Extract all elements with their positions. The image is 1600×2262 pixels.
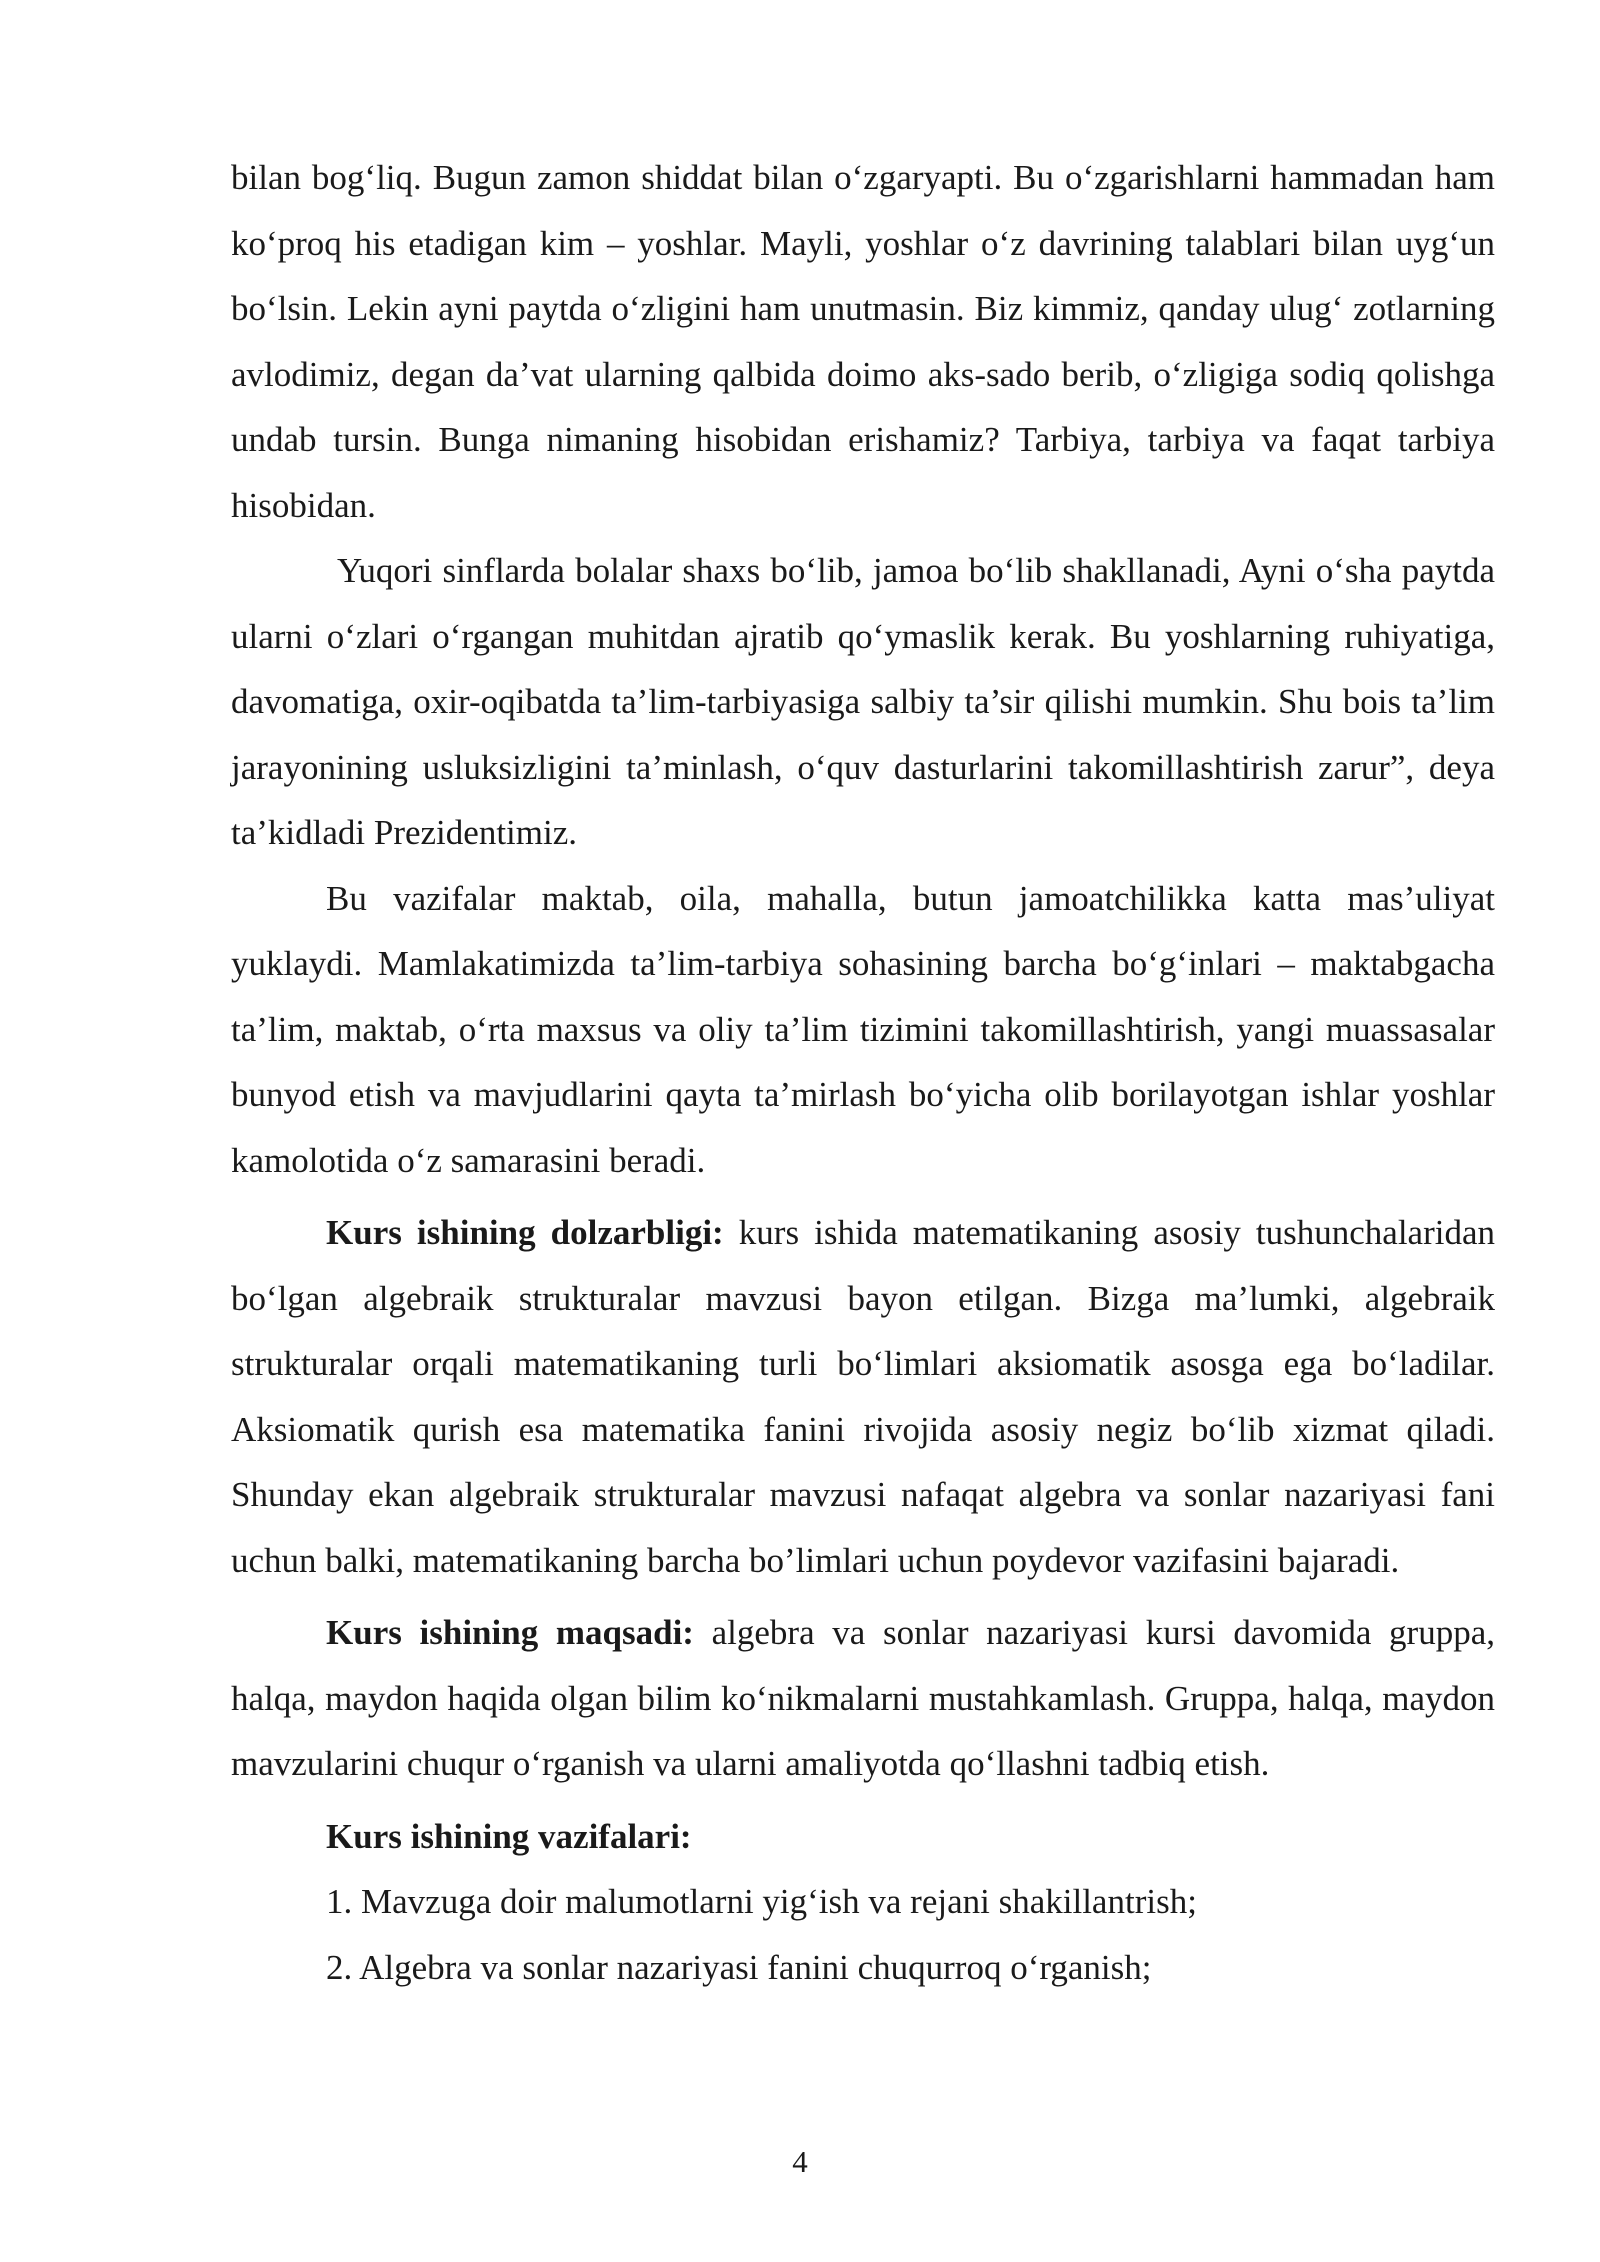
task-item: 1. Mavzuga doir malumotlarni yig‘ish va rejani shakillantrish;	[326, 1882, 1197, 1921]
paragraph-intro: bilan bog‘liq. Bugun zamon shiddat bilan o‘zgaryapti. Bu o‘zgarishlarni hammadan ham ko‘proq his etadigan kim – yoshlar. Mayli, yoshlar o‘z davrining talablari bilan uyg‘un bo‘lsin. Lekin ayni paytda o‘zligini ham unutmasin. Biz kimmiz, qanday ulug‘ zotlarning avlodimiz, degan da’vat ularning qalbida doimo aks-sado berib, o‘zligiga sodiq qolishga undab tursin. Bunga nimaning hisobidan erishamiz? Tarbiya, tarbiya va faqat tarbiya hisobidan.	[231, 158, 1495, 525]
paragraph-responsibility: Bu vazifalar maktab, oila, mahalla, butun jamoatchilikka katta mas’uliyat yuklaydi. Mamlakatimizda ta’lim-tarbiya sohasining barcha bo‘g‘inlari – maktabgacha ta’lim, maktab, o‘rta maxsus va oliy ta’lim tizimini takomillashtirish, yangi muassasalar bunyod etish va mavjudlarini qayta ta’mirlash bo‘yicha olib borilayotgan ishlar yoshlar kamolotida o‘z samarasini beradi.	[231, 878, 1495, 1180]
relevance-text: kurs ishida matematikaning asosiy tushunchalaridan bo‘lgan algebraik strukturalar mavzusi bayon etilgan. Bizga ma’lumki, algebraik strukturalar orqali matematikaning turli bo‘limlari aksiomatik asosga ega bo‘ladilar. Aksiomatik qurish esa matematika fanini rivojida asosiy negiz bo‘lib xizmat qiladi. Shunday ekan algebraik strukturalar mavzusi nafaqat algebra va sonlar nazariyasi fani uchun balki, matematikaning barcha bo’limlari uchun poydevor vazifasini bajaradi.	[231, 1213, 1495, 1580]
document-page	[231, 145, 1495, 2000]
paragraph-upper-grades: Yuqori sinflarda bolalar shaxs bo‘lib, jamoa bo‘lib shakllanadi, Ayni o‘sha paytda ularni o‘zlari o‘rgangan muhitdan ajratib qo‘ymaslik kerak. Bu yoshlarning ruhiyatiga, davomatiga, oxir-oqibatda ta’lim-tarbiyasiga salbiy ta’sir qilishi mumkin. Shu bois ta’lim jarayonining usluksizligini ta’minlash, o‘quv dasturlarini takomillashtirish zarur”, deya ta’kidladi Prezidentimiz.	[231, 551, 1495, 852]
page-number: 4	[792, 2144, 808, 2179]
tasks-heading: Kurs ishining vazifalari:	[326, 1816, 692, 1856]
task-item: 2. Algebra va sonlar nazariyasi fanini chuqurroq o‘rganish;	[326, 1947, 1152, 1987]
goal-text: algebra va sonlar nazariyasi kursi davomida gruppa, halqa, maydon haqida olgan bilim ko‘nikmalarni mustahkamlash. Gruppa, halqa, maydon mavzularini chuqur o‘rganish va ularni amaliyotda qo‘llashni tadbiq etish.	[231, 1613, 1495, 1783]
goal-heading: Kurs ishining maqsadi:	[326, 1613, 694, 1652]
relevance-heading: Kurs ishining dolzarbligi:	[326, 1213, 724, 1252]
paragraph-goal	[231, 1600, 1495, 1797]
paragraph-relevance	[231, 1200, 1495, 1593]
